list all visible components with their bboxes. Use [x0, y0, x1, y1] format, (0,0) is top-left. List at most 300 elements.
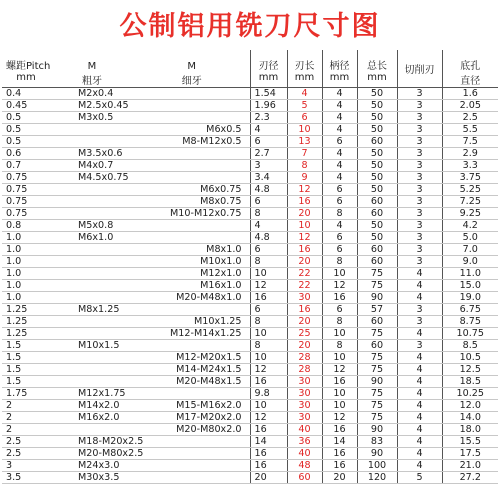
row-flute-length: 16: [287, 196, 322, 208]
row-hole-diameter: 2.5: [442, 112, 498, 124]
row-total-length: 50: [357, 112, 397, 124]
row-total-length: 90: [357, 448, 397, 460]
table-row: [2, 256, 498, 268]
row-cutting-edges: 4: [397, 436, 442, 448]
header-coarse: M: [87, 61, 97, 72]
row-cutting-edges: 3: [397, 112, 442, 124]
row-pitch: 1.0: [2, 292, 50, 304]
row-shank-diameter: 16: [322, 376, 357, 388]
row-hole-diameter: 27.2: [442, 472, 498, 484]
row-cutter-diameter: 4.8: [250, 232, 287, 244]
row-pitch: 1.25: [2, 328, 50, 340]
row-flute-length: 6: [287, 112, 322, 124]
row-total-length: 75: [357, 328, 397, 340]
row-fine-thread: [134, 388, 250, 400]
row-pitch: 1.25: [2, 316, 50, 328]
header-dia-unit: mm: [250, 72, 287, 88]
row-total-length: 83: [357, 436, 397, 448]
row-cutter-diameter: 8: [250, 316, 287, 328]
row-coarse-thread: [50, 256, 134, 268]
table-row: [2, 328, 498, 340]
row-total-length: 50: [357, 100, 397, 112]
row-flute-length: 10: [287, 124, 322, 136]
row-coarse-thread: [50, 292, 134, 304]
row-shank-diameter: 10: [322, 352, 357, 364]
row-shank-diameter: 16: [322, 448, 357, 460]
table-row: [2, 160, 498, 172]
row-flute-length: 25: [287, 328, 322, 340]
row-total-length: 120: [357, 472, 397, 484]
header-flute-unit: mm: [287, 72, 322, 88]
row-shank-diameter: 12: [322, 280, 357, 292]
row-coarse-thread: M20-M80x2.5: [50, 448, 134, 460]
row-total-length: 50: [357, 124, 397, 136]
row-pitch: 2.5: [2, 448, 50, 460]
row-fine-thread: [134, 448, 250, 460]
row-shank-diameter: 10: [322, 328, 357, 340]
row-fine-thread: M17-M20x2.0: [134, 412, 250, 424]
row-cutting-edges: 3: [397, 316, 442, 328]
row-fine-thread: [134, 472, 250, 484]
row-coarse-thread: [50, 316, 134, 328]
header-total-length: 总长: [357, 50, 397, 72]
row-total-length: 60: [357, 196, 397, 208]
row-total-length: 50: [357, 232, 397, 244]
header-pitch: 螺距Pitch: [6, 61, 51, 72]
header-flute-length: 刃长: [287, 50, 322, 72]
header-pitch-unit: mm: [2, 72, 50, 88]
row-cutting-edges: 3: [397, 172, 442, 184]
table-row: [2, 172, 498, 184]
row-fine-thread: [134, 112, 250, 124]
row-fine-thread: M8-M12x0.5: [134, 136, 250, 148]
row-flute-length: 13: [287, 136, 322, 148]
row-flute-length: 36: [287, 436, 322, 448]
header-row: [2, 50, 498, 72]
row-pitch: 1.0: [2, 280, 50, 292]
row-fine-thread: M14-M24x1.5: [134, 364, 250, 376]
row-pitch: 0.6: [2, 148, 50, 160]
row-flute-length: 10: [287, 220, 322, 232]
row-hole-diameter: 7.25: [442, 196, 498, 208]
row-hole-diameter: 6.75: [442, 304, 498, 316]
table-row: [2, 184, 498, 196]
row-shank-diameter: 6: [322, 136, 357, 148]
row-flute-length: 40: [287, 448, 322, 460]
row-total-length: 75: [357, 280, 397, 292]
row-cutter-diameter: 1.96: [250, 100, 287, 112]
row-cutting-edges: 4: [397, 460, 442, 472]
header-cutter-diameter: 刃径: [250, 50, 287, 72]
row-shank-diameter: 14: [322, 436, 357, 448]
row-fine-thread: M16x1.0: [134, 280, 250, 292]
row-pitch: 0.7: [2, 160, 50, 172]
table-row: [2, 316, 498, 328]
row-cutting-edges: 3: [397, 340, 442, 352]
table-row: [2, 244, 498, 256]
row-cutting-edges: 3: [397, 304, 442, 316]
row-coarse-thread: M4.5x0.75: [50, 172, 134, 184]
row-flute-length: 22: [287, 280, 322, 292]
row-cutter-diameter: 9.8: [250, 388, 287, 400]
table-row: [2, 112, 498, 124]
row-pitch: 1.5: [2, 376, 50, 388]
row-coarse-thread: M5x0.8: [50, 220, 134, 232]
row-flute-length: 60: [287, 472, 322, 484]
row-shank-diameter: 20: [322, 472, 357, 484]
row-pitch: 1.25: [2, 304, 50, 316]
header-shank-unit: mm: [322, 72, 357, 88]
row-hole-diameter: 10.25: [442, 388, 498, 400]
row-coarse-thread: [50, 184, 134, 196]
row-fine-thread: M12x1.0: [134, 268, 250, 280]
row-cutter-diameter: 16: [250, 292, 287, 304]
row-fine-thread: [134, 148, 250, 160]
row-hole-diameter: 1.6: [442, 88, 498, 100]
row-flute-length: 30: [287, 388, 322, 400]
row-shank-diameter: 4: [322, 220, 357, 232]
table-row: [2, 292, 498, 304]
row-coarse-thread: [50, 376, 134, 388]
row-hole-diameter: 12.0: [442, 400, 498, 412]
row-shank-diameter: 4: [322, 88, 357, 100]
row-coarse-thread: M2.5x0.45: [50, 100, 134, 112]
row-pitch: 2.5: [2, 436, 50, 448]
row-hole-diameter: 18.5: [442, 376, 498, 388]
row-cutter-diameter: 14: [250, 436, 287, 448]
row-fine-thread: M6x0.75: [134, 184, 250, 196]
row-fine-thread: [134, 460, 250, 472]
row-cutter-diameter: 6: [250, 304, 287, 316]
row-shank-diameter: 12: [322, 412, 357, 424]
row-shank-diameter: 6: [322, 232, 357, 244]
row-hole-diameter: 7.5: [442, 136, 498, 148]
row-shank-diameter: 8: [322, 256, 357, 268]
row-cutting-edges: 3: [397, 100, 442, 112]
row-total-length: 60: [357, 244, 397, 256]
row-pitch: 0.4: [2, 88, 50, 100]
row-total-length: 50: [357, 184, 397, 196]
row-total-length: 90: [357, 424, 397, 436]
table-row: [2, 376, 498, 388]
row-cutter-diameter: 16: [250, 376, 287, 388]
row-flute-length: 16: [287, 304, 322, 316]
row-hole-diameter: 2.9: [442, 148, 498, 160]
row-coarse-thread: [50, 364, 134, 376]
header-coarse-sub: 粗牙: [50, 72, 134, 88]
row-cutter-diameter: 2.7: [250, 148, 287, 160]
row-hole-diameter: 5.5: [442, 124, 498, 136]
row-hole-diameter: 14.0: [442, 412, 498, 424]
row-fine-thread: M15-M16x2.0: [134, 400, 250, 412]
table-row: [2, 220, 498, 232]
row-hole-diameter: 18.0: [442, 424, 498, 436]
row-hole-diameter: 10.5: [442, 352, 498, 364]
row-cutter-diameter: 8: [250, 340, 287, 352]
row-cutting-edges: 3: [397, 196, 442, 208]
row-total-length: 60: [357, 256, 397, 268]
row-flute-length: 4: [287, 88, 322, 100]
row-fine-thread: [134, 172, 250, 184]
table-row: [2, 424, 498, 436]
row-fine-thread: [134, 304, 250, 316]
row-coarse-thread: M18-M20x2.5: [50, 436, 134, 448]
row-flute-length: 20: [287, 208, 322, 220]
row-hole-diameter: 12.5: [442, 364, 498, 376]
table-row: [2, 124, 498, 136]
row-cutting-edges: 3: [397, 232, 442, 244]
row-coarse-thread: M6x1.0: [50, 232, 134, 244]
row-total-length: 60: [357, 136, 397, 148]
row-pitch: 2: [2, 412, 50, 424]
table-row: [2, 472, 498, 484]
row-cutting-edges: 4: [397, 364, 442, 376]
row-cutter-diameter: 16: [250, 460, 287, 472]
row-flute-length: 9: [287, 172, 322, 184]
row-shank-diameter: 8: [322, 316, 357, 328]
row-fine-thread: [134, 220, 250, 232]
row-hole-diameter: 15.0: [442, 280, 498, 292]
row-pitch: 0.5: [2, 124, 50, 136]
row-cutter-diameter: 16: [250, 424, 287, 436]
table-row: [2, 136, 498, 148]
row-shank-diameter: 12: [322, 364, 357, 376]
header-shank-diameter: 柄径: [322, 50, 357, 72]
table-row: [2, 196, 498, 208]
row-cutter-diameter: 4: [250, 220, 287, 232]
row-coarse-thread: M14x2.0: [50, 400, 134, 412]
row-flute-length: 30: [287, 412, 322, 424]
table-row: [2, 412, 498, 424]
row-pitch: 0.75: [2, 172, 50, 184]
row-coarse-thread: [50, 280, 134, 292]
row-cutter-diameter: 10: [250, 328, 287, 340]
row-cutting-edges: 4: [397, 280, 442, 292]
row-flute-length: 5: [287, 100, 322, 112]
table-row: [2, 88, 498, 100]
row-shank-diameter: 8: [322, 208, 357, 220]
row-flute-length: 30: [287, 376, 322, 388]
row-total-length: 50: [357, 220, 397, 232]
row-coarse-thread: [50, 124, 134, 136]
row-fine-thread: [134, 232, 250, 244]
row-cutter-diameter: 4.8: [250, 184, 287, 196]
row-cutter-diameter: 20: [250, 472, 287, 484]
row-shank-diameter: 16: [322, 424, 357, 436]
table-row: [2, 268, 498, 280]
row-shank-diameter: 4: [322, 160, 357, 172]
row-hole-diameter: 8.75: [442, 316, 498, 328]
row-flute-length: 12: [287, 232, 322, 244]
row-cutter-diameter: 6: [250, 196, 287, 208]
row-cutting-edges: 4: [397, 328, 442, 340]
row-total-length: 75: [357, 268, 397, 280]
row-hole-diameter: 9.25: [442, 208, 498, 220]
row-coarse-thread: [50, 352, 134, 364]
row-cutting-edges: 4: [397, 424, 442, 436]
row-pitch: 2: [2, 424, 50, 436]
row-coarse-thread: M16x2.0: [50, 412, 134, 424]
row-flute-length: 20: [287, 256, 322, 268]
row-shank-diameter: 6: [322, 184, 357, 196]
row-total-length: 50: [357, 160, 397, 172]
row-cutter-diameter: 10: [250, 268, 287, 280]
row-pitch: 0.5: [2, 112, 50, 124]
row-coarse-thread: M4x0.7: [50, 160, 134, 172]
row-pitch: 1.0: [2, 232, 50, 244]
row-cutting-edges: 3: [397, 208, 442, 220]
row-flute-length: 40: [287, 424, 322, 436]
row-cutting-edges: 3: [397, 256, 442, 268]
row-flute-length: 28: [287, 364, 322, 376]
row-total-length: 100: [357, 460, 397, 472]
row-hole-diameter: 19.0: [442, 292, 498, 304]
row-coarse-thread: M2x0.4: [50, 88, 134, 100]
row-pitch: 2: [2, 400, 50, 412]
row-cutting-edges: 4: [397, 388, 442, 400]
row-pitch: 1.5: [2, 352, 50, 364]
row-coarse-thread: [50, 244, 134, 256]
row-fine-thread: [134, 160, 250, 172]
row-fine-thread: M10-M12x0.75: [134, 208, 250, 220]
row-shank-diameter: 6: [322, 304, 357, 316]
row-cutting-edges: 3: [397, 160, 442, 172]
row-shank-diameter: 10: [322, 388, 357, 400]
header-fine-sub: 细牙: [134, 72, 250, 88]
row-total-length: 50: [357, 88, 397, 100]
tap-size-table: [2, 50, 498, 484]
row-total-length: 60: [357, 208, 397, 220]
row-shank-diameter: 4: [322, 100, 357, 112]
row-fine-thread: [134, 100, 250, 112]
row-cutting-edges: 3: [397, 148, 442, 160]
table-row: [2, 352, 498, 364]
row-cutting-edges: 3: [397, 244, 442, 256]
row-total-length: 75: [357, 400, 397, 412]
row-total-length: 75: [357, 352, 397, 364]
row-pitch: 1.0: [2, 256, 50, 268]
row-cutting-edges: 3: [397, 124, 442, 136]
row-shank-diameter: 16: [322, 460, 357, 472]
row-hole-diameter: 15.5: [442, 436, 498, 448]
row-cutting-edges: 3: [397, 136, 442, 148]
row-cutter-diameter: 6: [250, 244, 287, 256]
row-cutter-diameter: 1.54: [250, 88, 287, 100]
row-shank-diameter: 6: [322, 196, 357, 208]
table-row: [2, 100, 498, 112]
row-coarse-thread: M3.5x0.6: [50, 148, 134, 160]
table-row: [2, 436, 498, 448]
row-total-length: 90: [357, 292, 397, 304]
row-cutter-diameter: 6: [250, 136, 287, 148]
row-pitch: 1.5: [2, 340, 50, 352]
header-hole-sub: 直径: [442, 72, 498, 88]
row-fine-thread: M20-M80x2.0: [134, 424, 250, 436]
row-pitch: 1.0: [2, 268, 50, 280]
row-flute-length: 30: [287, 292, 322, 304]
row-shank-diameter: 4: [322, 172, 357, 184]
row-total-length: 75: [357, 412, 397, 424]
row-cutter-diameter: 3.4: [250, 172, 287, 184]
table-row: [2, 388, 498, 400]
row-fine-thread: M10x1.0: [134, 256, 250, 268]
row-fine-thread: [134, 88, 250, 100]
row-pitch: 1.0: [2, 244, 50, 256]
row-total-length: 50: [357, 172, 397, 184]
table-row: [2, 400, 498, 412]
row-fine-thread: M12-M20x1.5: [134, 352, 250, 364]
row-shank-diameter: 10: [322, 268, 357, 280]
row-flute-length: 48: [287, 460, 322, 472]
row-flute-length: 20: [287, 340, 322, 352]
row-pitch: 0.8: [2, 220, 50, 232]
row-hole-diameter: 3.3: [442, 160, 498, 172]
row-hole-diameter: 8.5: [442, 340, 498, 352]
row-cutting-edges: 4: [397, 352, 442, 364]
row-cutter-diameter: 8: [250, 256, 287, 268]
row-shank-diameter: 4: [322, 112, 357, 124]
row-hole-diameter: 5.0: [442, 232, 498, 244]
row-shank-diameter: 8: [322, 340, 357, 352]
row-fine-thread: M20-M48x1.0: [134, 292, 250, 304]
row-shank-diameter: 4: [322, 124, 357, 136]
row-hole-diameter: 11.0: [442, 268, 498, 280]
row-pitch: 1.75: [2, 388, 50, 400]
row-coarse-thread: [50, 268, 134, 280]
row-total-length: 60: [357, 316, 397, 328]
row-fine-thread: M8x0.75: [134, 196, 250, 208]
row-coarse-thread: M12x1.75: [50, 388, 134, 400]
row-hole-diameter: 9.0: [442, 256, 498, 268]
row-cutting-edges: 4: [397, 412, 442, 424]
row-fine-thread: M12-M14x1.25: [134, 328, 250, 340]
row-cutter-diameter: 12: [250, 364, 287, 376]
row-shank-diameter: 6: [322, 244, 357, 256]
row-cutter-diameter: 10: [250, 352, 287, 364]
row-fine-thread: M8x1.0: [134, 244, 250, 256]
row-fine-thread: [134, 436, 250, 448]
row-coarse-thread: M24x3.0: [50, 460, 134, 472]
row-coarse-thread: [50, 196, 134, 208]
row-cutter-diameter: 4: [250, 124, 287, 136]
row-flute-length: 8: [287, 160, 322, 172]
row-coarse-thread: [50, 136, 134, 148]
row-flute-length: 16: [287, 244, 322, 256]
row-coarse-thread: M30x3.5: [50, 472, 134, 484]
row-total-length: 57: [357, 304, 397, 316]
row-total-length: 60: [357, 340, 397, 352]
row-hole-diameter: 4.2: [442, 220, 498, 232]
row-cutter-diameter: 8: [250, 208, 287, 220]
row-flute-length: 22: [287, 268, 322, 280]
row-coarse-thread: [50, 328, 134, 340]
row-coarse-thread: M10x1.5: [50, 340, 134, 352]
row-fine-thread: M20-M48x1.5: [134, 376, 250, 388]
row-cutter-diameter: 12: [250, 412, 287, 424]
table-row: [2, 448, 498, 460]
row-shank-diameter: 16: [322, 292, 357, 304]
row-coarse-thread: M8x1.25: [50, 304, 134, 316]
row-cutting-edges: 5: [397, 472, 442, 484]
row-pitch: 0.5: [2, 136, 50, 148]
row-pitch: 3: [2, 460, 50, 472]
row-cutting-edges: 4: [397, 448, 442, 460]
row-coarse-thread: [50, 424, 134, 436]
row-fine-thread: M6x0.5: [134, 124, 250, 136]
row-cutter-diameter: 12: [250, 280, 287, 292]
table-row: [2, 232, 498, 244]
row-shank-diameter: 4: [322, 148, 357, 160]
